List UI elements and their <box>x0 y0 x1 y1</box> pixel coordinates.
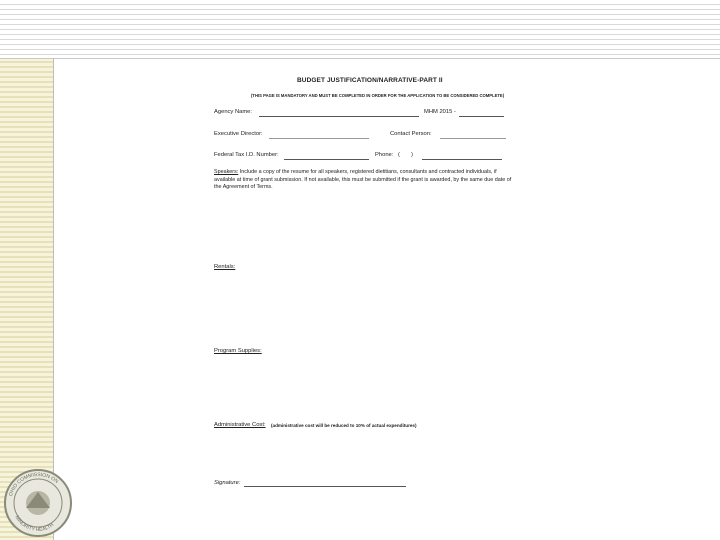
seal-top-text: OHIO COMMISSION ON <box>7 471 60 497</box>
contact-person-field[interactable] <box>440 138 506 139</box>
federal-tax-id-label: Federal Tax I.D. Number: <box>214 152 279 158</box>
phone-number-field[interactable] <box>422 159 502 160</box>
seal-bottom-text: MINORITY HEALTH <box>13 514 56 534</box>
executive-director-field[interactable] <box>269 138 369 139</box>
agency-name-field[interactable] <box>259 116 419 117</box>
phone-label: Phone: <box>375 152 394 158</box>
program-supplies-label: Program Supplies: <box>214 348 262 354</box>
federal-tax-id-field[interactable] <box>284 159 369 160</box>
phone-area-open: ( <box>398 152 400 158</box>
signature-field[interactable] <box>244 486 406 487</box>
budget-justification-document <box>54 59 720 540</box>
mhm-label: MHM 2015 - <box>424 109 456 115</box>
contact-person-label: Contact Person: <box>390 131 432 137</box>
agency-name-label: Agency Name: <box>214 109 253 115</box>
administrative-cost-note: (administrative cost will be reduced to 10% of actual expenditures) <box>271 423 417 428</box>
header-stripe-band <box>0 0 720 58</box>
phone-area-close: ) <box>411 152 413 158</box>
administrative-cost-label: Administrative Cost: <box>214 422 266 428</box>
speakers-label: Speakers: <box>214 169 239 175</box>
mhm-number-field[interactable] <box>459 116 504 117</box>
document-title: BUDGET JUSTIFICATION/NARRATIVE-PART II <box>297 77 443 84</box>
rentals-label: Rentals: <box>214 264 236 270</box>
signature-label: Signature: <box>214 480 241 486</box>
document-subtitle: (THIS PAGE IS MANDATORY AND MUST BE COMPLETED IN ORDER FOR THE APPLICATION TO BE CONSIDERED COMPLETE) <box>251 93 505 98</box>
executive-director-label: Executive Director: <box>214 131 263 137</box>
speakers-section <box>214 169 514 192</box>
speakers-instructions: Include a copy of the resume for all speakers, registered dietitians, consultants and contracted individuals, if available at time of grant submission. If not available, this must be submitted if the grant is awarded, by the same due date of the Agreement of Terms. <box>214 169 512 190</box>
